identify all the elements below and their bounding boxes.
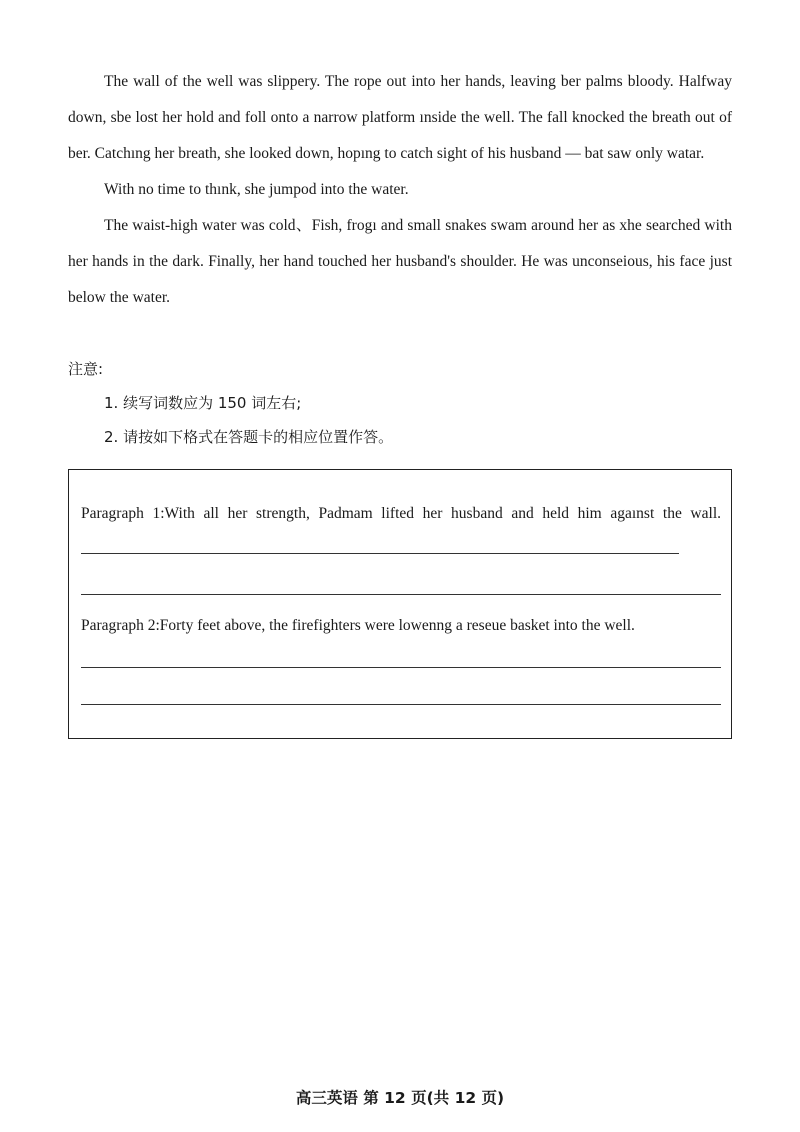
instruction-item: 1. 续写词数应为 150 词左右;: [104, 394, 302, 412]
story-paragraph: The waist-high water was cold、Fish, frogı and small snakes swam around her as xhe searched with her hands in the dark. Finally, her hand touched her husband's shoulder. He was unconseious, his face just below the water.: [68, 217, 732, 306]
paragraph-2-prompt: [81, 608, 721, 644]
paragraph-2-text: Paragraph 2:Forty feet above, the firefighters were lowenng a reseue basket into the well.: [81, 617, 635, 634]
writing-line[interactable]: [81, 667, 721, 668]
writing-line[interactable]: [81, 594, 721, 595]
story-text: [68, 64, 732, 316]
story-paragraph: The wall of the well was slippery. The rope out into her hands, leaving ber palms bloody. Halfway down, sbe lost her hold and foll onto a narrow platform ınside the well. The fall knocked the breath out of ber. Catchıng her breath, she looked down, hopıng to catch sight of his husband — bat saw only watar.: [68, 73, 732, 162]
page-footer: 高三英语 第 12 页(共 12 页): [295, 1089, 505, 1107]
instruction-item: 2. 请按如下格式在答题卡的相应位置作答。: [104, 428, 394, 446]
answer-box: [68, 469, 732, 739]
instructions-title: 注意:: [68, 360, 104, 378]
writing-line[interactable]: [81, 541, 679, 554]
instructions: [68, 352, 732, 454]
writing-line[interactable]: [81, 704, 721, 705]
paragraph-1-text: Paragraph 1:With all her strength, Padmam lifted her husband and held him agaınst the wall.: [81, 505, 721, 522]
story-paragraph: With no time to thınk, she jumpod into the water.: [104, 181, 409, 198]
paragraph-1-prompt: [81, 496, 721, 568]
